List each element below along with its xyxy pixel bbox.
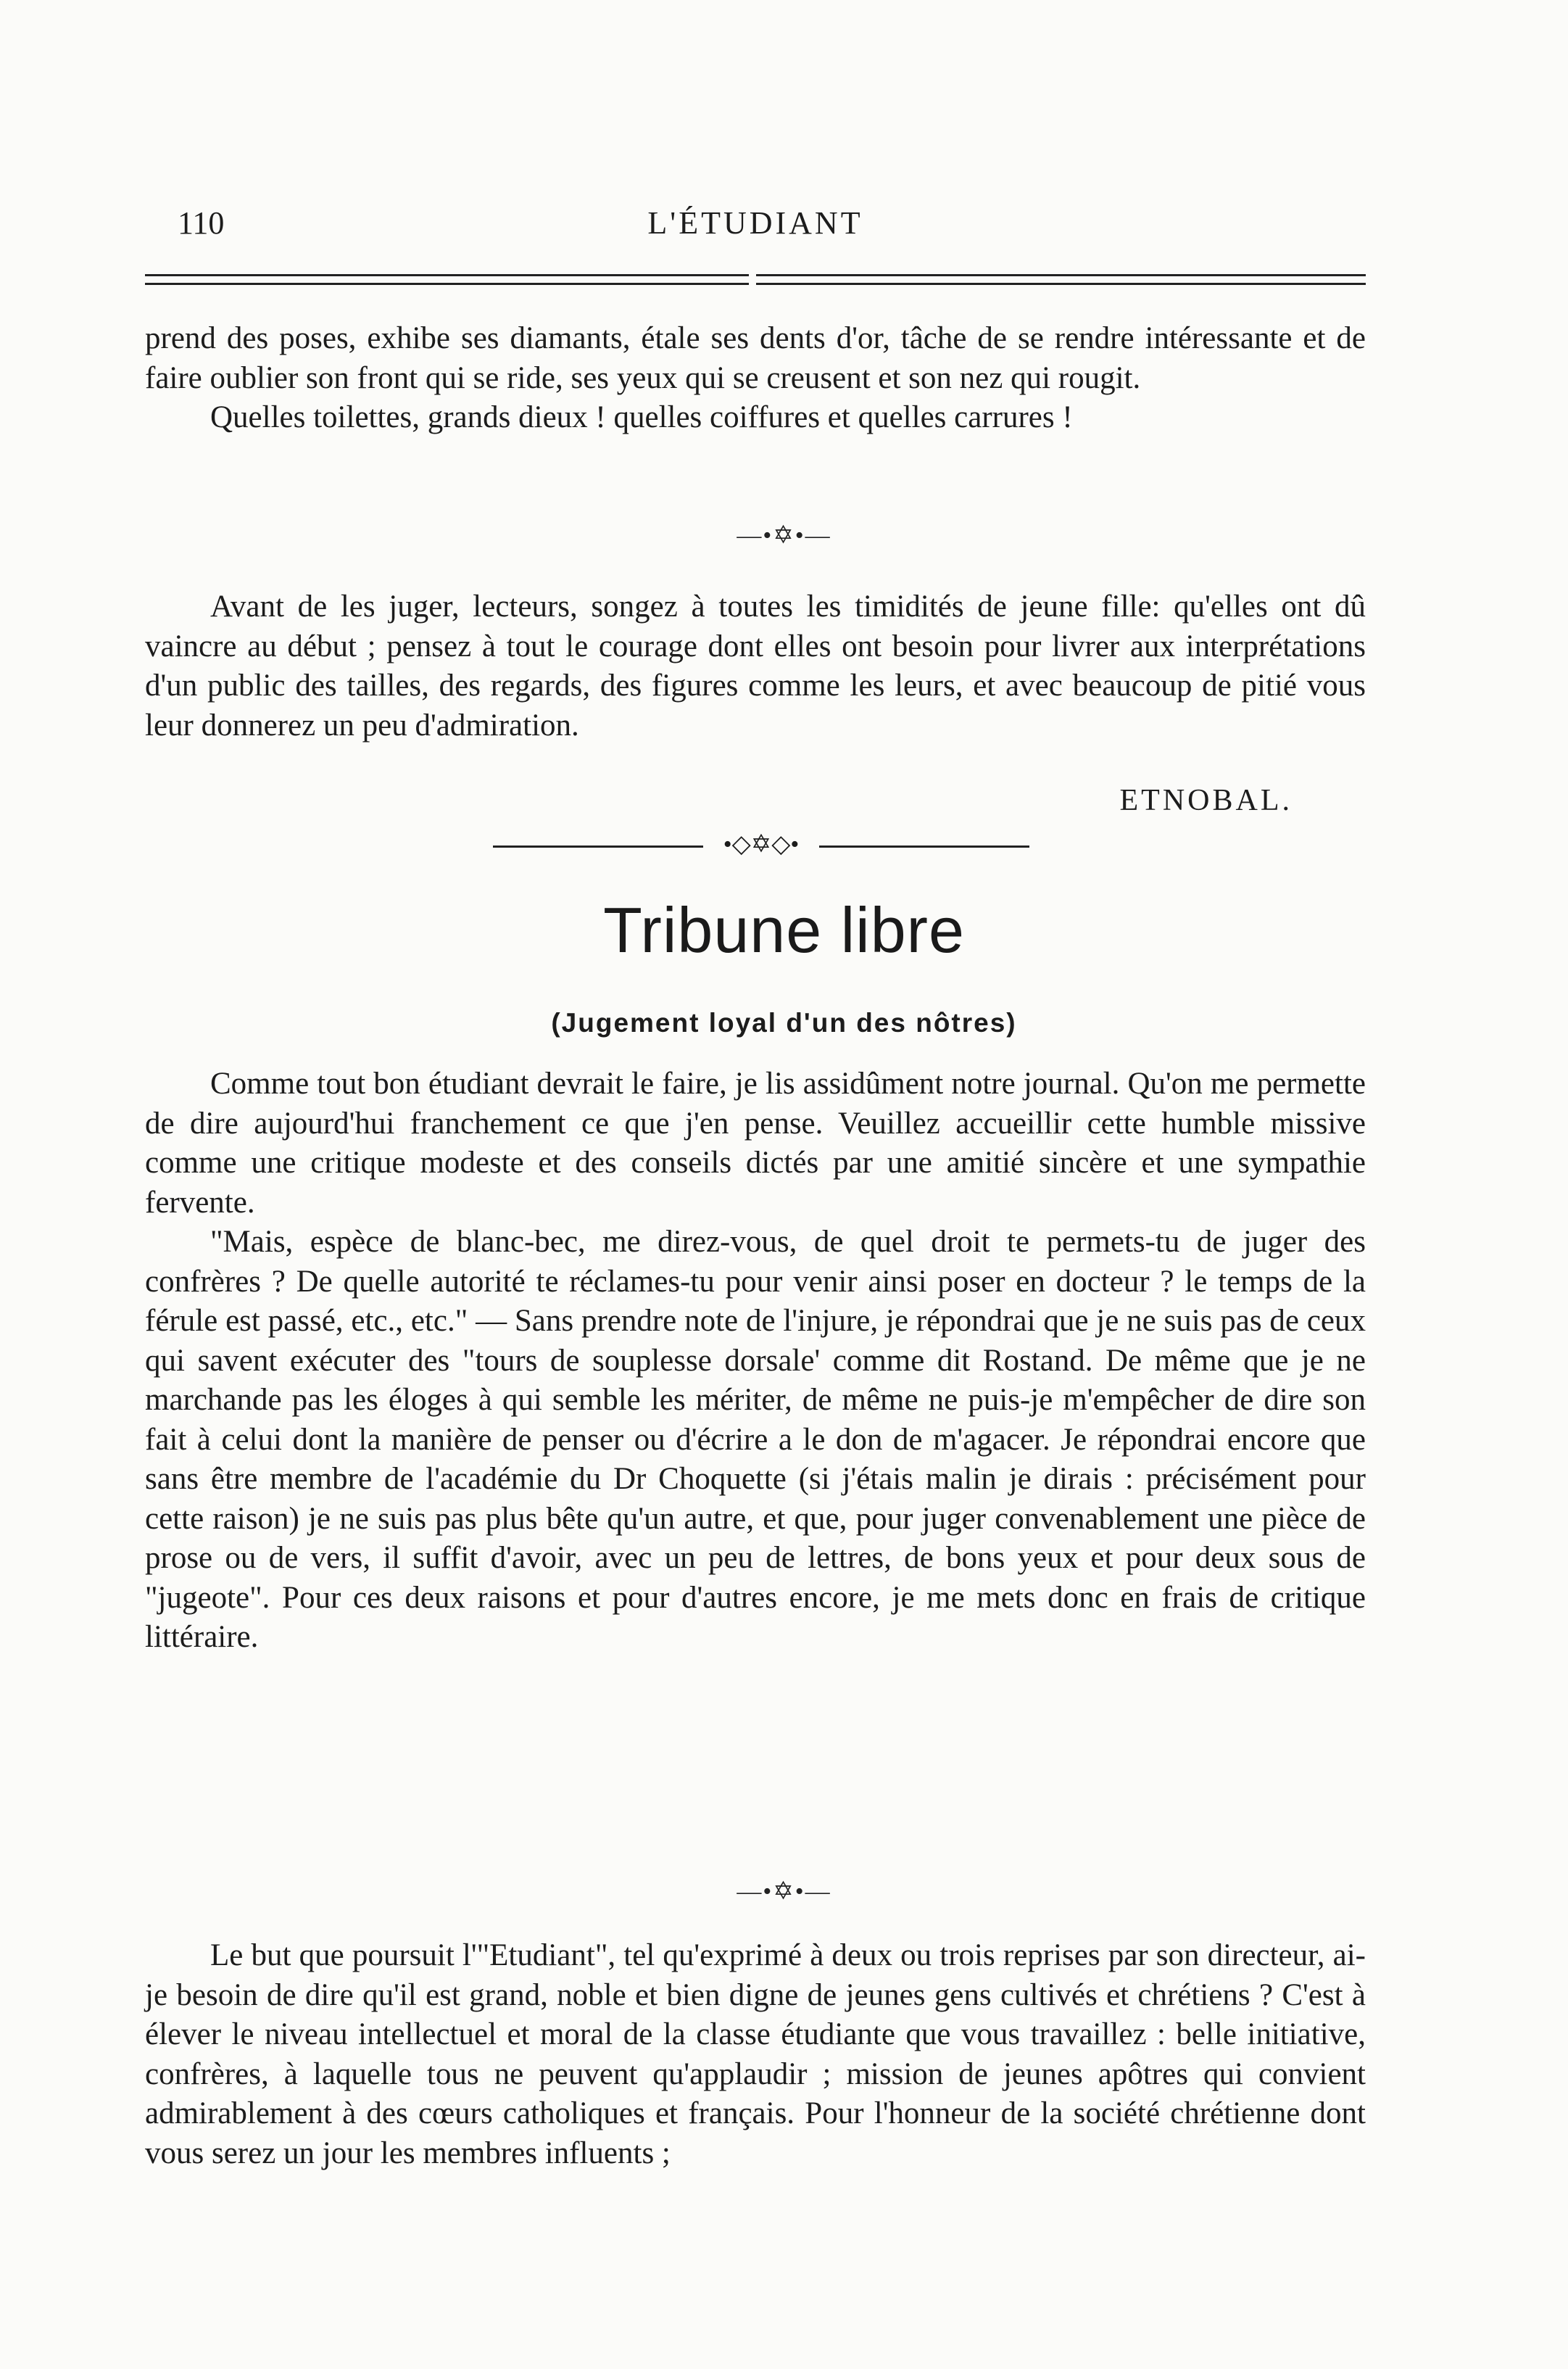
article-one-block-2 <box>145 587 1366 745</box>
page-number: 110 <box>178 205 225 241</box>
section-separator <box>493 831 1029 858</box>
article-one-paragraph-1: prend des poses, exhibe ses diamants, étale ses dents d'or, tâche de se rendre intéressante et de faire oublier son front qui se ride, ses yeux qui se creusent et son nez qui rougit. <box>145 321 1366 395</box>
page-header <box>145 204 1366 248</box>
running-title: L'ÉTUDIANT <box>647 205 863 241</box>
ornament-divider-2: —•✡•— <box>737 1878 831 1905</box>
tribune-body <box>145 1064 1366 1658</box>
article-one-paragraph-2: Quelles toilettes, grands dieux ! quelles coiffures et quelles carrures ! <box>210 400 1073 434</box>
tribune-paragraph-3: Le but que poursuit l'"Etudiant", tel qu'exprimé à deux ou trois reprises par son directeur, ai-je besoin de dire qu'il est grand, noble et bien digne de jeunes gens cultivés et chrétiens ? C'est à élever le niveau intellectuel et moral de la classe étudiante que vous travaillez : belle initiative, confrères, à laquelle tous ne peuvent qu'applaudir ; mission de jeunes apôtres qui convient admirablement à des cœurs catholiques et français. Pour l'honneur de la société chrétienne dont vous serez un jour les membres influents ; <box>145 1938 1366 2170</box>
article-one-block <box>145 319 1366 438</box>
article-signature: ETNOBAL. <box>1119 784 1293 817</box>
article-one-paragraph-3: Avant de les juger, lecteurs, songez à toutes les timidités de jeune fille: qu'elles ont dû vaincre au début ; pensez à tout le courage dont elles ont besoin pour livrer aux interprétations d'un public des tailles, des regards, des figures comme les leurs, et avec beaucoup de pitié vous leur donnerez un peu d'admiration. <box>145 590 1366 743</box>
tribune-body-2 <box>145 1936 1366 2173</box>
ornament-divider-1: —•✡•— <box>737 522 831 549</box>
header-rule <box>145 274 1366 289</box>
section-subtitle: (Jugement loyal d'un des nôtres) <box>551 1008 1017 1038</box>
separator-ornament: •◇✡◇• <box>703 830 819 859</box>
tribune-paragraph-2: "Mais, espèce de blanc-bec, me direz-vous, de quel droit te permets-tu de juger des confrères ? De quelle autorité te réclames-tu pour venir ainsi poser en docteur ? le temps de la férule est passé, etc., etc." — Sans prendre note de l'injure, je répondrai que je ne suis pas de ceux qui savent exécuter des "tours de souplesse dorsale' comme dit Rostand. De même que je ne marchande pas les éloges à qui semble les mériter, de même ne puis-je m'empêcher de dire son fait à celui dont la manière de penser ou d'écrire a le don de m'agacer. Je répondrai encore que sans être membre de l'académie du Dr Choquette (si j'étais malin je dirais : précisément pour cette raison) je ne suis pas plus bête qu'un autre, et que, pour juger convenablement une pièce de prose ou de vers, il suffit d'avoir, avec un peu de lettres, de bons yeux et pour deux sous de "jugeote". Pour ces deux raisons et pour d'autres encore, je me mets donc en frais de critique littéraire. <box>145 1225 1366 1654</box>
tribune-paragraph-1: Comme tout bon étudiant devrait le faire, je lis assidûment notre journal. Qu'on me permette de dire aujourd'hui franchement ce que j'en pense. Veuillez accueillir cette humble missive comme une critique modeste et des conseils dictés par une amitié sincère et une sympathie fervente. <box>145 1067 1366 1220</box>
section-title: Tribune libre <box>603 894 965 966</box>
